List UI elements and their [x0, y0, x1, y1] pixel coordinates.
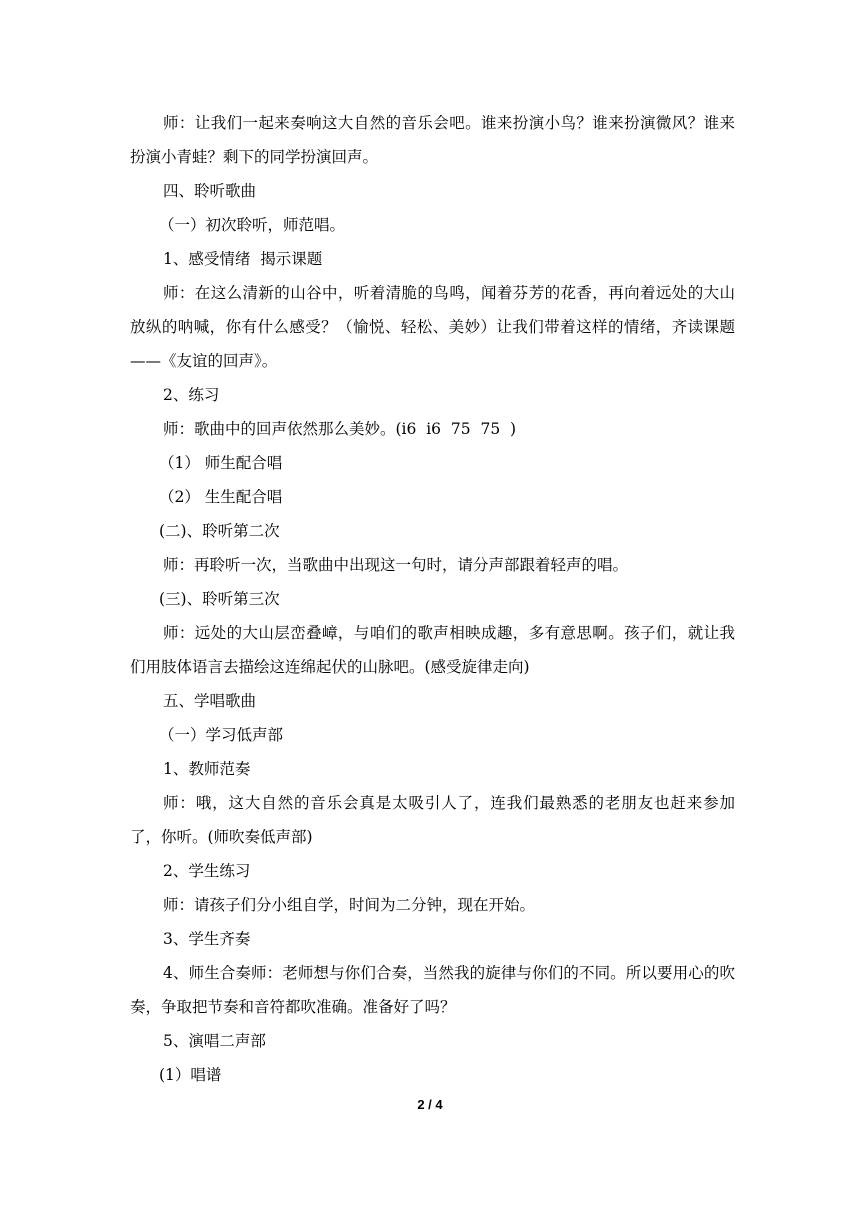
paragraph: 师：歌曲中的回声依然那么美妙。(i6 i6 75 75 )	[163, 420, 517, 438]
subsection-heading: （一）初次聆听，师范唱。	[159, 216, 346, 234]
section-heading: 四、聆听歌曲	[163, 182, 257, 200]
paragraph: 师：哦，这大自然的音乐会真是太吸引人了，连我们最熟悉的老朋友也赶来参加了，你听。(师吹奏低声部)	[130, 794, 735, 846]
step-heading: 3、学生齐奏	[163, 930, 251, 948]
paragraph: 4、师生合奏师：老师想与你们合奏，当然我的旋律与你们的不同。所以要用心的吹奏，争取把节奏和音符都吹准确。准备好了吗？	[130, 964, 735, 1016]
document-body	[130, 106, 735, 1092]
paragraph: 师：让我们一起来奏响这大自然的音乐会吧。谁来扮演小鸟？谁来扮演微风？谁来扮演小青蛙？剩下的同学扮演回声。	[130, 114, 735, 166]
paragraph: 师：在这么清新的山谷中，听着清脆的鸟鸣，闻着芬芳的花香，再向着远处的大山放纵的呐喊，你有什么感受？（愉悦、轻松、美妙）让我们带着这样的情绪，齐读课题——《友谊的回声》。	[130, 284, 735, 370]
step-heading: 1、教师范奏	[163, 760, 251, 778]
step-heading: 2、学生练习	[163, 862, 251, 880]
list-item: (1）唱谱	[159, 1066, 222, 1084]
step-heading: 1、感受情绪 揭示课题	[163, 250, 323, 268]
list-item: （2） 生生配合唱	[159, 488, 283, 506]
subsection-heading: （一）学习低声部	[159, 726, 284, 744]
step-heading: 2、练习	[163, 386, 220, 404]
section-heading: 五、学唱歌曲	[163, 692, 257, 710]
paragraph: 师：请孩子们分小组自学，时间为二分钟，现在开始。	[163, 896, 536, 914]
subsection-heading: (二)、聆听第二次	[159, 522, 280, 540]
subsection-heading: (三)、聆听第三次	[159, 590, 280, 608]
page-number: 2 / 4	[417, 1097, 443, 1112]
paragraph: 师：远处的大山层峦叠嶂，与咱们的歌声相映成趣，多有意思啊。孩子们，就让我们用肢体语言去描绘这连绵起伏的山脉吧。(感受旋律走向)	[130, 624, 735, 676]
step-heading: 5、演唱二声部	[163, 1032, 266, 1050]
paragraph: 师：再聆听一次，当歌曲中出现这一句时，请分声部跟着轻声的唱。	[163, 556, 629, 574]
list-item: （1） 师生配合唱	[159, 454, 283, 472]
